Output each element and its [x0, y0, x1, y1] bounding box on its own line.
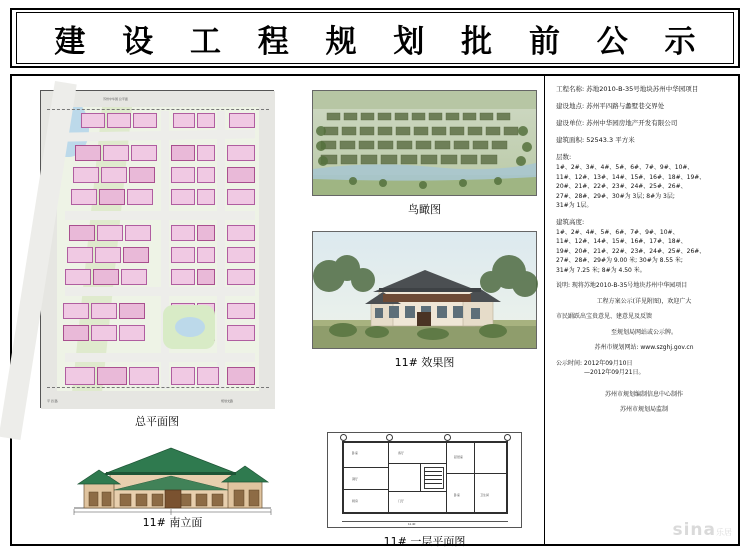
info-units-label: 层数: — [556, 153, 572, 161]
page-title: 建 设 工 程 规 划 批 前 公 示 — [54, 23, 709, 60]
info-height-line-2: 19#、20#、21#、22#、23#、24#、25#、26#、 — [556, 247, 706, 255]
board-divider — [544, 76, 545, 544]
info-height-line-4: 31#为 7.25 米; 8#为 4.50 米。 — [556, 266, 646, 274]
watermark — [672, 520, 732, 540]
render-caption: 11# 效果图 — [394, 356, 455, 369]
floor-plan-caption: 11# 一层平面图 — [383, 535, 466, 548]
info-notice-line-0: 说明: 现将苏地2010-B-35号地块苏州中华园项目 — [556, 282, 688, 289]
info-notice-line-2: 市民踊跃出宝贵意见、建意见及反馈 — [556, 313, 653, 320]
aerial-view-caption: 鸟瞰图 — [408, 203, 441, 216]
info-org-maker: 苏州市规划编制信息中心制作 — [604, 390, 683, 398]
info-height-line-0: 1#、2#、4#、5#、6#、7#、9#、10#、 — [556, 228, 679, 236]
drawing-board — [10, 74, 740, 546]
info-project-name: 工程名称: 苏地2010-B-35号地块苏州中华园项目 — [556, 85, 699, 93]
info-notice-line-1: 工程方案公示(详见附图)，欢迎广大 — [596, 297, 692, 305]
info-publish-date-2: —2012年09月21日。 — [584, 369, 645, 376]
aerial-view-svg — [313, 91, 536, 195]
info-notice-line-3: 至规划局网站或公示牌。 — [610, 328, 677, 336]
aerial-view-image — [312, 90, 537, 216]
watermark-brand: sina — [672, 520, 716, 540]
site-plan-drawing: 苏州中华园 总平面 平 四 路 规划支路 总平面图 — [40, 90, 274, 408]
title-banner-inner — [16, 12, 734, 64]
watermark-suffix: 乐居 — [716, 528, 732, 537]
elevation-caption: 11# 南立面 — [142, 516, 203, 529]
project-info-panel — [548, 76, 740, 544]
info-units-line-1: 11#、12#、13#、14#、15#、16#、18#、19#、 — [556, 173, 706, 181]
info-height-line-3: 27#、28#、29#为 9.00 米; 30#为 8.55 米; — [556, 257, 683, 264]
first-floor-plan-drawing: 卧室 餐厅 厨房 客厅 门厅 起居室 卧室 卫生间 11.40 11# 一层平面图 — [327, 432, 522, 528]
south-elevation-svg — [70, 436, 275, 516]
title-banner — [10, 8, 740, 68]
building-render-svg — [313, 232, 536, 348]
south-elevation-drawing — [70, 436, 275, 528]
info-website[interactable]: 苏州市规划网站: www.szghj.gov.cn — [594, 344, 694, 351]
info-units-line-3: 27#、28#、29#、30#为 3层; 8#为 3层; — [556, 192, 675, 200]
info-units-line-4: 31#为 1层。 — [556, 202, 593, 209]
info-units-line-2: 20#、21#、22#、23#、24#、25#、26#、 — [556, 183, 687, 190]
site-plan-caption: 总平面图 — [135, 415, 179, 428]
info-publish-date-1: 公示时间: 2012年09月10日 — [556, 359, 633, 367]
building-render-image — [312, 231, 537, 369]
info-units-line-0: 1#、2#、3#、4#、5#、6#、7#、9#、10#、 — [556, 164, 694, 171]
info-height-label: 建筑高度: — [556, 217, 585, 226]
info-developer: 建设单位: 苏州中华园房地产开发有限公司 — [556, 119, 678, 127]
info-org-supervisor: 苏州市规划局监制 — [619, 406, 668, 413]
info-height-line-1: 11#、12#、14#、15#、16#、17#、18#、 — [556, 238, 687, 245]
info-location: 建设地点: 苏州平四路与蠡墅巷交界处 — [556, 102, 665, 110]
info-area: 建筑面积: 52543.3 平方米 — [556, 136, 635, 144]
